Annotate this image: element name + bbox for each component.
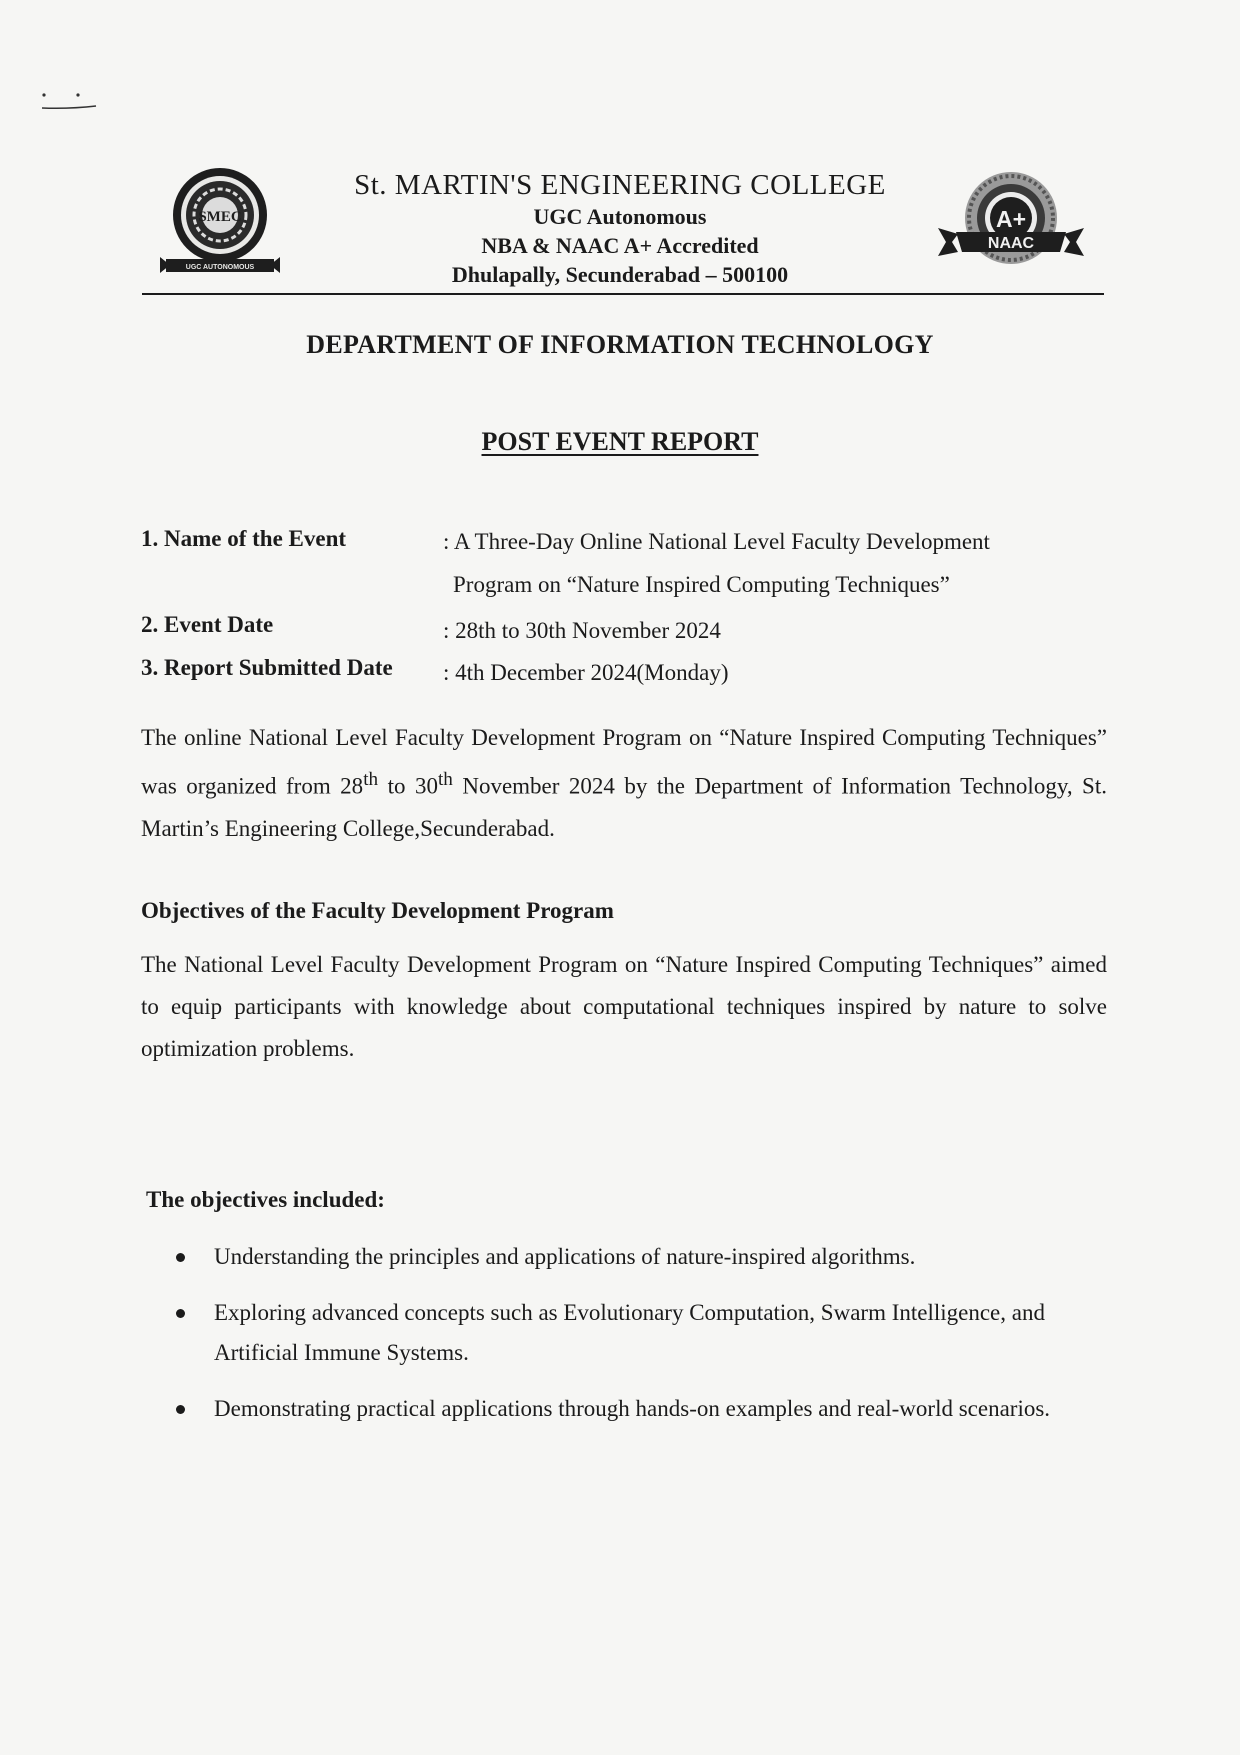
report-title-text: POST EVENT REPORT — [481, 427, 759, 456]
list-item — [176, 1293, 1096, 1373]
header-address-line: Dhulapally, Secunderabad – 500100 — [451, 262, 789, 287]
list-item-text: Exploring advanced concepts such as Evolutionary Computation, Swarm Intelligence, and Artificial Immune Systems. — [214, 1300, 1045, 1365]
header-accreditation-line: NBA & NAAC A+ Accredited — [481, 233, 759, 258]
letterhead — [300, 168, 940, 289]
list-item — [176, 1389, 1096, 1429]
intro-paragraph — [141, 717, 1107, 850]
report-title — [0, 427, 1240, 457]
objectives-section-heading: Objectives of the Faculty Development Program — [141, 898, 614, 923]
event-name-value-line2: Program on “Nature Inspired Computing Techniques” — [453, 572, 950, 597]
intro-sup-2: th — [437, 769, 453, 790]
college-logo-icon — [160, 165, 280, 285]
event-name-value-line1: : A Three-Day Online National Level Faculty Development — [443, 529, 990, 554]
intro-sup-1: th — [363, 769, 379, 790]
report-date-value: : 4th December 2024(Monday) — [443, 660, 729, 685]
header-autonomous-line: UGC Autonomous — [533, 204, 707, 229]
college-logo-ribbon-text: UGC AUTONOMOUS — [185, 264, 255, 271]
objectives-paragraph: The National Level Faculty Development Program on “Nature Inspired Computing Techniques” aimed to equip participants with knowledge about computational techniques inspired by nature to solve optimization problems. — [141, 952, 1107, 1061]
scan-artifact-mark — [40, 88, 98, 114]
event-date-value: : 28th to 30th November 2024 — [443, 618, 721, 643]
college-name: St. MARTIN'S ENGINEERING COLLEGE — [354, 169, 886, 201]
college-logo-monogram: SMEC — [198, 209, 242, 225]
list-item — [176, 1237, 1096, 1277]
objectives-list — [176, 1237, 1096, 1445]
objectives-list-heading: The objectives included: — [146, 1187, 385, 1212]
intro-text-1: The online National Level Faculty Development Program on “Nature Inspired Computing Techniques” was organized from 28 — [141, 725, 1107, 799]
intro-text-3: November 2024 by the Department of Information Technology, St. Martin’s Engineering College,Secunderabad. — [141, 773, 1107, 841]
intro-text-2: to 30 — [378, 773, 438, 799]
bullet-icon — [176, 1309, 185, 1318]
list-item-text: Understanding the principles and applications of nature-inspired algorithms. — [214, 1244, 916, 1269]
naac-logo-icon — [938, 168, 1084, 280]
event-name-value — [443, 520, 990, 606]
bullet-icon — [176, 1253, 185, 1262]
event-date-label: 2. Event Date — [141, 612, 274, 637]
naac-label: NAAC — [987, 235, 1035, 252]
header-divider — [142, 293, 1104, 295]
naac-grade: A+ — [995, 206, 1027, 232]
event-name-label: 1. Name of the Event — [141, 526, 347, 551]
list-item-text: Demonstrating practical applications through hands-on examples and real-world scenarios. — [214, 1396, 1051, 1421]
bullet-icon — [176, 1405, 185, 1414]
report-date-label: 3. Report Submitted Date — [141, 655, 393, 680]
department-title: DEPARTMENT OF INFORMATION TECHNOLOGY — [306, 330, 934, 359]
